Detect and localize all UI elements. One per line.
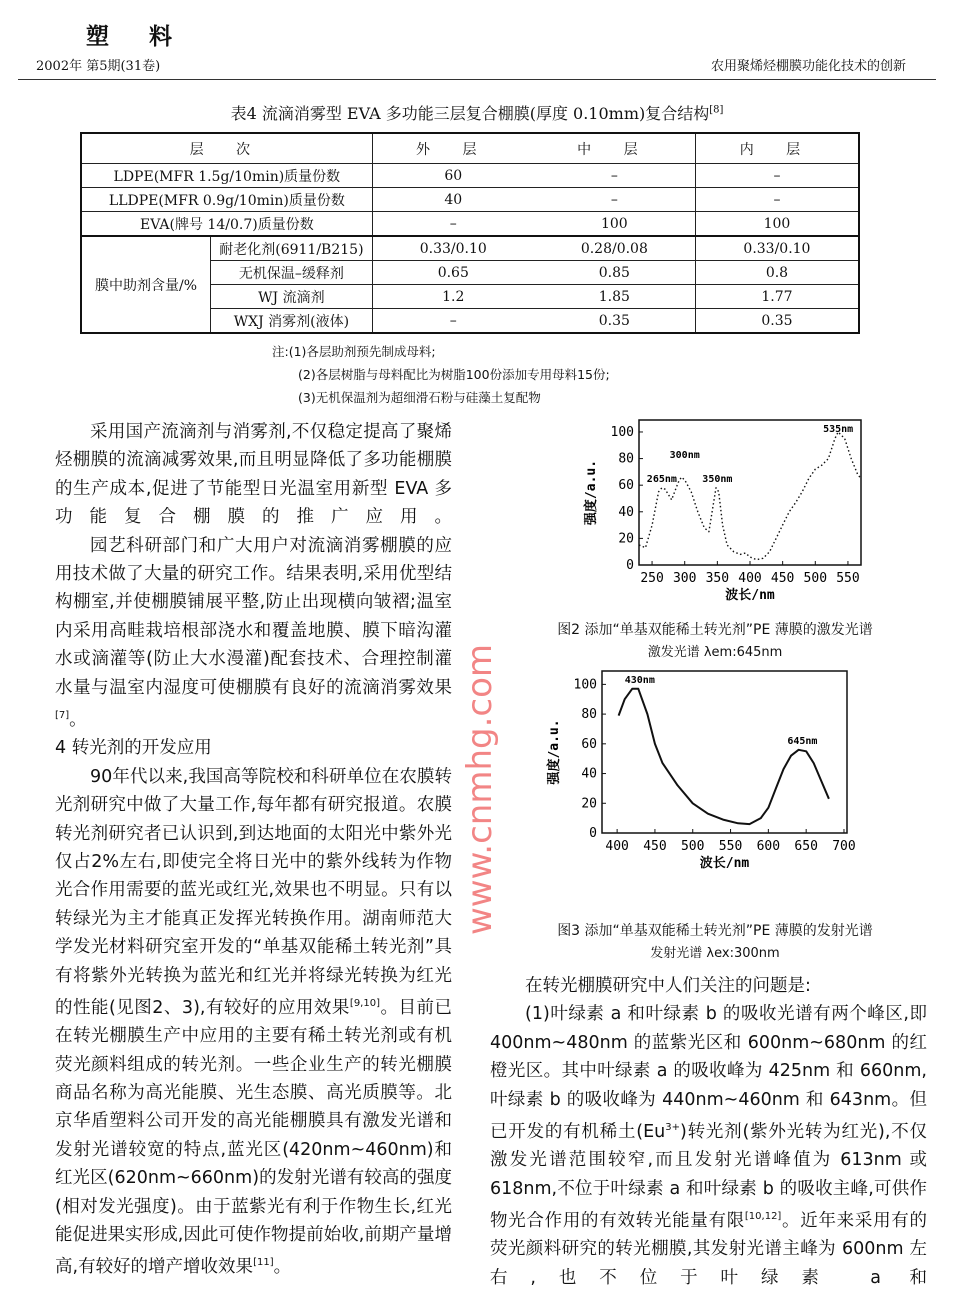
y-tick-label: 100: [573, 677, 597, 693]
x-axis-label: 波长/nm: [699, 856, 750, 871]
table-caption: [0, 101, 954, 124]
cell: –: [372, 212, 534, 237]
paragraph: [55, 763, 452, 1282]
cell: –: [534, 164, 696, 188]
cell: –: [372, 309, 534, 334]
y-axis-label: 强度/a.u.: [547, 719, 562, 785]
peak-label: 265nm: [646, 473, 677, 485]
citation: [7]: [55, 710, 70, 722]
plot-frame: [602, 671, 847, 833]
excitation-spectrum-chart: [560, 410, 880, 610]
cell: 40: [372, 188, 534, 212]
x-tick-label: 600: [756, 839, 781, 854]
header-cell: 内 层: [695, 133, 859, 164]
cell: 0.28/0.08: [534, 236, 696, 261]
cell: 0.33/0.10: [372, 236, 534, 261]
figure-caption: 图3 添加“单基双能稀土转光剂”PE 薄膜的发射光谱: [557, 923, 873, 939]
section-heading: 4 转光剂的开发应用: [55, 738, 212, 759]
x-tick-label: 350: [705, 571, 730, 586]
cell: 100: [695, 212, 859, 237]
figure-subcaption: 发射光谱 λex:300nm: [650, 946, 780, 961]
y-tick-label: 0: [626, 558, 634, 573]
cell: –: [695, 164, 859, 188]
superscript: 3+: [665, 1122, 680, 1134]
composition-table: [80, 132, 860, 334]
plot-frame: [639, 420, 861, 565]
citation: [10,12]: [744, 1211, 782, 1223]
x-tick-label: 550: [718, 839, 743, 854]
header-rule: [18, 79, 936, 80]
cell: –: [534, 188, 696, 212]
header-cell: 中 层: [534, 133, 696, 164]
table-note: (3)无机保温剂为超细滑石粉与硅藻土复配物: [298, 390, 541, 405]
peak-label: 535nm: [823, 424, 854, 435]
cell: 0.65: [372, 261, 534, 285]
cell: 60: [372, 164, 534, 188]
y-tick-label: 40: [581, 766, 597, 782]
x-tick-label: 650: [794, 839, 818, 854]
y-axis-label: 强度/a.u.: [584, 459, 599, 526]
x-tick-label: 300: [672, 571, 697, 586]
table-header-row: [81, 133, 859, 164]
paragraph-text: 。: [273, 1257, 292, 1278]
x-tick-label: 400: [738, 571, 762, 586]
y-tick-label: 20: [581, 796, 597, 812]
paragraph: 采用国产流滴剂与消雾剂,不仅稳定提高了聚烯烃棚膜的流滴减雾效果,而且明显降低了多功能棚膜的生产成本,促进了节能型日光温室用新型 EVA 多功能复合棚膜的推广应用。: [55, 422, 452, 528]
journal-title: 塑 料: [86, 24, 189, 50]
row-label: 无机保温–缓释剂: [211, 261, 373, 285]
citation: [11]: [253, 1257, 274, 1269]
x-tick-label: 250: [640, 571, 664, 586]
table-note: (2)各层树脂与母料配比为树脂100份添加专用母料15份;: [298, 367, 610, 382]
paragraph: 在转光棚膜研究中人们关注的问题是:: [525, 976, 811, 996]
y-tick-label: 100: [610, 424, 634, 440]
x-tick-label: 550: [836, 571, 860, 586]
row-label: LDPE(MFR 1.5g/10min)质量份数: [81, 164, 372, 188]
cell: 0.8: [695, 261, 859, 285]
cell: –: [695, 188, 859, 212]
paragraph-text: 。近年来采用有的荧光颜料研究的转光棚膜,其发射光谱主峰为 600nm 左右,也不位于叶绿素 a 和: [490, 1210, 928, 1288]
paragraph-text: 。目前已在转光棚膜生产中应用的主要有稀土转光剂或有机荧光颜料组成的转光剂。一些企业生产的转光棚膜商品名称为高光能膜、光生态膜、高光质膜等。北京华盾塑料公司开发的高光能棚膜具有激发光谱和发射光谱较宽的特点,蓝光区(420nm~460nm)和红光区(620nm~660nm)的发射光谱有较高的强度(相对发光强度)。由于蓝紫光有利于作物生长,红光能促进果实形成,因此可使作物提前始收,前期产量增高,有较好的增产增收效果: [55, 997, 452, 1278]
table-row: [81, 188, 859, 212]
cell: 100: [534, 212, 696, 237]
y-tick-label: 40: [618, 504, 634, 520]
table-row: [81, 236, 859, 261]
figure-caption: 图2 添加“单基双能稀土转光剂”PE 薄膜的激发光谱: [557, 622, 873, 638]
figure-subcaption: 激发光谱 λem:645nm: [647, 645, 783, 660]
paragraph: [55, 532, 452, 735]
peak-label: 430nm: [624, 674, 655, 686]
citation: [8]: [709, 104, 724, 116]
peak-label: 300nm: [669, 450, 700, 462]
header-cell: 外 层: [372, 133, 534, 164]
spectrum-line: [619, 689, 829, 824]
x-tick-label: 450: [770, 571, 795, 586]
x-tick-label: 500: [680, 839, 705, 854]
row-label: LLDPE(MFR 0.9g/10min)质量份数: [81, 188, 372, 212]
right-column: [490, 972, 927, 1292]
y-tick-label: 60: [581, 736, 597, 752]
table-note: 注:(1)各层助剂预先制成母料;: [272, 344, 436, 359]
paragraph-text: (1)叶绿素 a 和叶绿素 b 的吸收光谱有两个峰区,即 400nm~480nm 的蓝紫光区和 600nm~680nm 的红橙光区。其中叶绿素 a 的吸收峰为 425nm 和 660nm,叶绿素 b 的吸收峰为 440nm~460nm 和 643nm。但已开发的有机稀土(Eu: [490, 1004, 927, 1142]
row-label: EVA(牌号 14/0.7)质量份数: [81, 212, 372, 237]
x-tick-label: 400: [605, 839, 629, 854]
paragraph-text: 。: [69, 709, 87, 730]
cell: 1.2: [372, 285, 534, 309]
x-tick-label: 500: [803, 571, 828, 586]
header-cell: 层 次: [81, 133, 372, 164]
y-tick-label: 80: [581, 707, 597, 723]
paragraph-text: 园艺科研部门和广大用户对流滴消雾棚膜的应用技术做了大量的研究工作。结果表明,采用优型结构棚室,并使棚膜铺展平整,防止出现横向皱褶;温室内采用高畦栽培根部浇水和覆盖地膜、膜下暗沟灌水或滴灌等(防止大水漫灌)配套技术、合理控制灌水量与温室内湿度可使棚膜有良好的流滴消雾效果: [55, 535, 452, 698]
table-row: [81, 212, 859, 237]
table-row: [81, 164, 859, 188]
watermark: www.cnmhg.com: [460, 643, 500, 935]
row-label: WJ 流滴剂: [211, 285, 373, 309]
table-caption-text: 表4 流滴消雾型 EVA 多功能三层复合棚膜(厚度 0.10mm)复合结构: [230, 104, 710, 123]
left-column: [55, 418, 452, 1282]
x-tick-label: 700: [832, 839, 856, 854]
cell: 0.35: [534, 309, 696, 334]
issue-info: 2002年 第5期(31卷): [36, 59, 161, 74]
cell: 0.33/0.10: [695, 236, 859, 261]
cell: 0.85: [534, 261, 696, 285]
paragraph-text: 90年代以来,我国高等院校和科研单位在农膜转光剂研究中做了大量工作,每年都有研究报道。农膜转光剂研究者已认识到,到达地面的太阳光中紫外光仅占2%左右,即使完全将日光中的紫外线转为作物光合作用需要的蓝光或红光,效果也不明显。只有以转绿光为主才能真正发挥光转换作用。湖南师范大学发光材料研究室开发的“单基双能稀土转光剂”具有将紫外光转换为蓝光和红光并将绿光转换为红光的性能(见图2、3),有较好的应用效果: [55, 766, 452, 1018]
cell: 1.85: [534, 285, 696, 309]
y-tick-label: 0: [589, 826, 597, 841]
y-tick-label: 20: [618, 531, 634, 547]
y-tick-label: 60: [618, 478, 634, 494]
row-label: 耐老化剂(6911/B215): [211, 236, 373, 261]
cell: 0.35: [695, 309, 859, 334]
row-label: WXJ 消雾剂(液体): [211, 309, 373, 334]
group-label: 膜中助剂含量/%: [81, 236, 211, 333]
peak-label: 350nm: [702, 473, 733, 485]
cell: 1.77: [695, 285, 859, 309]
x-axis-label: 波长/nm: [725, 588, 775, 603]
paragraph-text: )转光剂(紫外光转为红光),不仅激发光谱范围较窄,而且发射光谱峰值为 613nm 或 618nm,不位于叶绿素 a 和叶绿素 b 的吸收主峰,可供作物光合作用的有效转光能量有限: [490, 1121, 928, 1231]
peak-label: 645nm: [787, 735, 818, 747]
x-tick-label: 450: [643, 839, 667, 854]
paragraph: [490, 1000, 927, 1292]
emission-spectrum-chart: [530, 660, 870, 900]
running-title: 农用聚烯烃棚膜功能化技术的创新: [710, 59, 906, 74]
citation: [9,10]: [349, 997, 380, 1009]
y-tick-label: 80: [618, 451, 634, 467]
